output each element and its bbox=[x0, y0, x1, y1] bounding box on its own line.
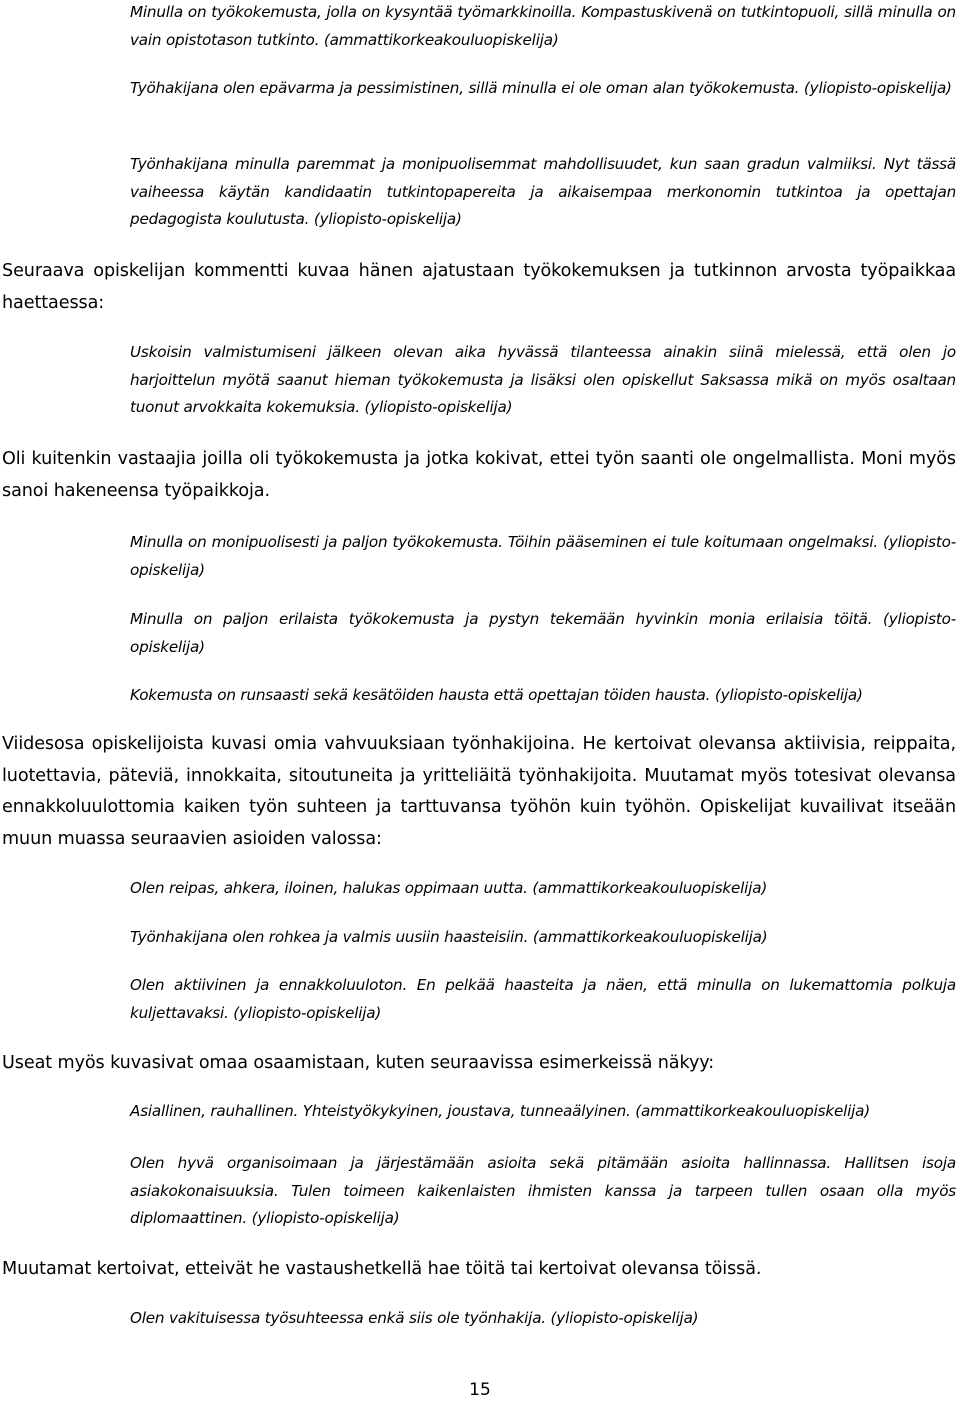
quote-block: Olen reipas, ahkera, iloinen, halukas oppimaan uutta. (ammattikorkeakouluopiskelija) bbox=[130, 879, 768, 897]
page-number: 15 bbox=[469, 1380, 491, 1400]
quote-block: Minulla on monipuolisesti ja paljon työkokemusta. Töihin pääseminen ei tule koitumaan ongelmaksi. (yliopisto-opiskelija) bbox=[130, 533, 956, 579]
quote-block: Työnhakijana olen rohkea ja valmis uusiin haasteisiin. (ammattikorkeakouluopiskelija) bbox=[130, 928, 768, 946]
quote-block: Kokemusta on runsaasti sekä kesätöiden hausta että opettajan töiden hausta. (yliopisto-opiskelija) bbox=[130, 686, 863, 704]
quote-block: Työhakijana olen epävarma ja pessimistinen, sillä minulla ei ole oman alan työkokemusta. (yliopisto-opiskelija) bbox=[130, 79, 952, 97]
body-paragraph: Seuraava opiskelijan kommentti kuvaa hänen ajatustaan työkokemuksen ja tutkinnon arvosta työpaikkaa haettaessa: bbox=[2, 261, 956, 313]
quote-block: Työnhakijana minulla paremmat ja monipuolisemmat mahdollisuudet, kun saan gradun valmiiksi. Nyt tässä vaiheessa käytän kandidaatin tutkintopapereita ja aikaisempaa merkonomin tutkintoa ja opettajan pedagogista koulutusta. (yliopisto-opiskelija) bbox=[130, 155, 956, 228]
quote-block: Uskoisin valmistumiseni jälkeen olevan aika hyvässä tilanteessa ainakin siinä mielessä, että olen jo harjoittelun myötä saanut hieman työkokemusta ja lisäksi olen opiskellut Saksassa mikä on myös osaltaan tuonut arvokkaita kokemuksia. (yliopisto-opiskelija) bbox=[130, 343, 956, 416]
quote-block: Olen vakituisessa työsuhteessa enkä siis ole työnhakija. (yliopisto-opiskelija) bbox=[130, 1309, 699, 1327]
quote-block: Olen aktiivinen ja ennakkoluuloton. En pelkää haasteita ja näen, että minulla on lukemattomia polkuja kuljettavaksi. (yliopisto-opiskelija) bbox=[130, 976, 956, 1022]
quote-block: Minulla on työkokemusta, jolla on kysyntää työmarkkinoilla. Kompastuskivenä on tutkintopuoli, sillä minulla on vain opistotason tutkinto. (ammattikorkeakouluopiskelija) bbox=[130, 3, 956, 49]
quote-block: Minulla on paljon erilaista työkokemusta ja pystyn tekemään hyvinkin monia erilaisia töitä. (yliopisto-opiskelija) bbox=[130, 610, 956, 656]
body-paragraph: Muutamat kertoivat, etteivät he vastaushetkellä hae töitä tai kertoivat olevansa töissä. bbox=[2, 1259, 762, 1279]
quote-block: Olen hyvä organisoimaan ja järjestämään asioita sekä pitämään asioita hallinnassa. Hallitsen isoja asiakokonaisuuksia. Tulen toimeen kaikenlaisten ihmisten kanssa ja tarpeen tullen osaan olla myös diplomaattinen. (yliopisto-opiskelija) bbox=[130, 1154, 956, 1227]
body-paragraph: Viidesosa opiskelijoista kuvasi omia vahvuuksiaan työnhakijoina. He kertoivat olevansa aktiivisia, reippaita, luotettavia, päteviä, innokkaita, sitoutuneita ja yritteliäitä työnhakijoita. Muutamat myös totesivat olevansa ennakkoluulottomia kaiken työn suhteen ja tarttuvansa työhön kuin työhön. Opiskelijat kuvailivat itseään muun muassa seuraavien asioiden valossa: bbox=[2, 734, 956, 849]
quote-block: Asiallinen, rauhallinen. Yhteistyökykyinen, joustava, tunneaälyinen. (ammattikorkeakouluopiskelija) bbox=[130, 1102, 870, 1120]
body-paragraph: Oli kuitenkin vastaajia joilla oli työkokemusta ja jotka kokivat, ettei työn saanti ole ongelmallista. Moni myös sanoi hakeneensa työpaikkoja. bbox=[2, 449, 956, 501]
body-paragraph: Useat myös kuvasivat omaa osaamistaan, kuten seuraavissa esimerkeissä näkyy: bbox=[2, 1053, 715, 1073]
